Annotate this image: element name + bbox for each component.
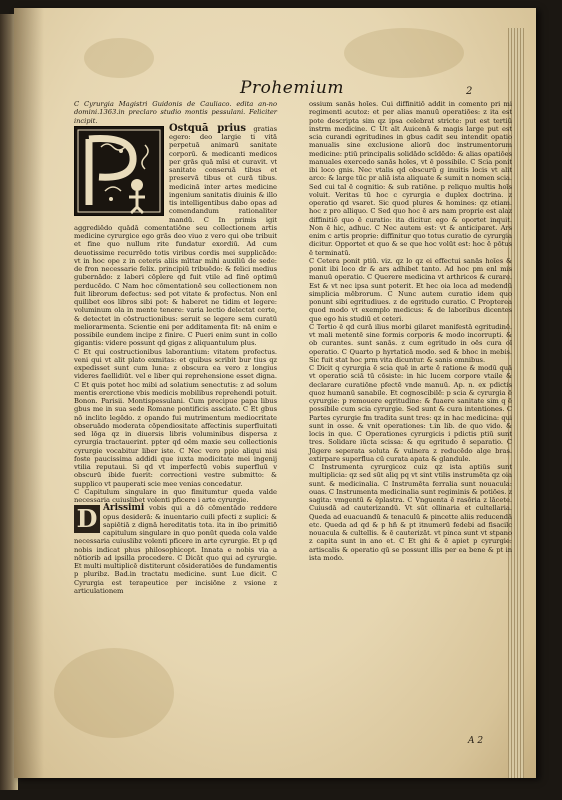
chapter-heading: C Capitulum singulare in quo fimitumtur queda valde necessaria cuiuslibet volenti pficere i arte cyrurgie. (74, 487, 277, 504)
incipit-text: C Cyrurgia Magistri Guidonis de Cauliaco. edita an-no domini.1363.in preclaro studio montis pessulani. Feliciter incipit. (74, 100, 277, 125)
left-text-column (74, 100, 277, 595)
initial-letter-d: D (74, 505, 100, 533)
paper-stain (54, 648, 174, 738)
right-paragraph-5: C Instrumenta cyrurgicoz cuiz qz ista aptiūs sunt multiplicia: qz sed sūt aliq pq vt sint vtilis instrumēta qz oia sunt. & medicinalia. C Instrumēta ferralia sunt nouacula: ouas. C Instrumenta medicinalia sunt regiminis & potiōes. z sagita: vmgentū & ēplastra. C Vnguenta ē rasōria z lācete. Cuiusdā ad cauterizandū. Vt sūt ollinaria et cultellaria. Queda ad euacuandū & tenaculū & pincette aliis reducendā etc. Queda ad qd & p hñ & pt itnumerū fedebi ad fisacilc nouacula & cultellis. & ē cauterizāt. vt pinca sunt vt stpano z capita sunt in ano et. C Et ghi & ē apiet p cyrurgie: artiscalis & operatio qū se possunt illis per ea bene & pt in ista modo. (309, 463, 512, 562)
page-headline: Prohemium (240, 78, 344, 98)
paper-stain (84, 38, 154, 78)
manuscript-page (14, 8, 536, 778)
page-gutter-shadow (14, 8, 44, 778)
decorated-initial-p (74, 126, 164, 216)
right-text-column (309, 100, 512, 562)
signature-mark: A 2 (468, 736, 484, 746)
left-paragraph-2: C Et qui costructionibus laborantium: vitatem profectus. veni qui vt alit plato exmitas: et quibus scribit bur tius qz expedisset sunt cum luna: z obscura ea vero z longius videres faellidiūt. vel e liber qui reprehensione esset digna. C Et quis potet hoc mibi ad solatium senectutis: z ad solum mentis ererctione vbis medicis mobilibus reprehendi potuit. Bonon. Parisii. Montispessulani. Cum precipue papa libus gbus me in sua sede Romane pontificis assciato. C Et gbus nō inclito legēdo. z opando fui mutrimentum mediocritate obseruādo moderata cōpendiositate affectinis superfluitati sed lōga qz in diuersis libris voluminibus dispersa z cyrurgia tractauerint. ppter qd oēm maxie seu collectionis cyrurgie vocabitur liber iste. C Nec vero ppio aliqui nisi foste paucissima addidi que iuxta modicitate mei ingenij vtilia reputaui. Si qd vt imperfectū vobis superfluū v obscurū ibide fuerit: correctioni vestre submitto: & supplico vt pauperati scie mee venias concedatur. (74, 347, 277, 488)
right-paragraph-1: ossium sanās hoīes. Cui diffinitiō addit in comento pri mi regimenti acutoz: et per alias manuū operatiōes: z ita est pote descripta sim qz ipsa celebrat stricte: put est tertiū instrm medicine. C Ut aīt Auicenā & magis large put est scia curandi egritudines in gbus cadit seu intendit opatio manualis sine exclusione aliorū doc instrumentorum medicine: ptiū principalis solidādo scīdēdo: & alias opatiōes manuales exercedo sanās hoīes, vt ē possibile. C Scia ponit ibi loco gnis. Nec vtalis qd obscurū g inuitis locis vt alit arco: & large tūc pr aliā ista aliquate & sumit n nomen scia. Sed cui tal ē cognitio: & sub ratiōne. p reliquo multis hoīs voluit. Veritas tū hoc c cyrurgia e duplex doctrina. z operatio qd vsaret. Sic quod plures & homines: qz etiam. hoc z pro alliquo. C Sed quo hoc ē ars nam proprie est alaz diffinitiō quo ē curatio: ita dicitur. ego & oportet inquit. Non ē hic, adhuc. C Nec autem est: vt & anticiparet. Ars enim c artis proprie: diffinitur quo totus curatio de cyrurgia dicitur. Opportet et quo & se que hoc volūt est: hoc ē pōtus ē terminatū. (309, 100, 512, 257)
right-paragraph-3: C Tertio ē qd curā ilius morbi gilaret manifestā egritudinē. vt mali metentē sine formis corporis & modo incorrupti. & ob curantes. sunt sanās. z cum egritudo in oēs cura oī operatio. C Quarto p hyrtaticā modo. sed & bhoc in mebis. Sic fuit stat hoc prm vita dicuntur. & sanis omnibus. (309, 322, 512, 364)
left-paragraph-1: gratias egero: deo largie ti vitā perpetuā animarū sanitate corporū. & medicanti medicos per grās quā mīsi et curavit. vt sanitate conseruā tibus et preservā tibus et curā tibus. medicinā inter artes medicine ingenium sanitatis diuinis & illo tis intelligentibus dabo opas ad comendandum rationaliter mandū. C In primis igit aggrediēdo quādā comentatiōne seu collectionem artis medicine cyrurgice ego grās deo viuo z vero qui obe tribuit et fine quo nullum rite fundatur exordiū. Ad cum deuotissime recurrēdo totis viribus cordis mei supplicādo: vt in hoc ope z in ceteris aliis mīttar mihi auxiliū de sede: de fron necessarie felix. principiū tribuēdo: & felici medius gubernādo: z laberi cōplere qd fuit vtile ad finē optimū perducēdo. C Nam hoc cōmentationē seu collectionem non fuit librorum defectus: sed pot vitate & profectus. Non enl quilibet eos libros sibi pot: & haberet ne tidim et legere: voluminum ola in mente tenere: varia lectio delectat certe, & detectet in cōstructionibus: seruit se legere sem curatū meliorarmenta. Scientie eni per additamenta fit: nā enim e possibile eundem incipe z finire. C Pueri enim sunt in collo gigantis: videre possunt qd gigas z aliquantulum plus. (74, 124, 277, 348)
opening-word: Ostquā prius (169, 122, 246, 134)
woodcut-initial-illustration (75, 127, 163, 215)
left-paragraph-4: vobis qui a dō cōmentādo reddere opus desiderā: & inuentario cuili pfecti z suplici: & sapiētiā z dignā hereditatis tota. ita in ibo primitiō capitulum singulare in quo ponūt queda cola valde necessaria cuiuslibz volenti pficere in arte cyrurgie. Et p qd nobis indicat phus philosophicopt. Innata e nobis via a nōtiorib ad ipsilla procedere. C Dicāt quo qui ad cyrurgie. Et multi multiplicē distiterunt cōsideratiōes de fundamentis p pluribz. Bad.in tractatu medicine. sunt Lue dicit. C Cyrurgia est terapeutice per incisiōne z vsione z articulationem (74, 504, 277, 595)
right-paragraph-4: C Dicit q cyrurgia ē scia quē in arte ē ratione & modū quā vt operatio sciā tū cōsiste: in hic lucem corpore vtaile & declarare curatiōne pfectē vnde manuū. Ap. n. ex pdictis quoz humanū sanabile. Et cognoscibilē: p scia & cyrurgia ē cyrurgie: p remouere egritudine: & fuaere sanitate sim q ē possibile cum scia cyrurgie. Sed sunt & cura intentiones. C Partes cyrurgie fm tradita sunt tres: qz in hac medicina: qui sunt in osse. & vnit operationes: t.in lib. de quo vido. & locis in que. C Operationes cyrurgicis i pdictis ptiū sunt tres. Solidare iūcta scissa: & qu egritudo ē separatio. C Jūgere seperata soluta & vulnera z reducēdo alge bras. extirpare superflua cū curata apata & glandule. (309, 364, 512, 463)
paper-stain (344, 28, 464, 78)
second-opening-word: Arissimi (103, 503, 145, 514)
folio-number: 2 (466, 86, 473, 97)
right-paragraph-2: C Cetera ponit ptiū. viz. qz lo qz ei effectui sanās hoīes & ponit ibi loco dr & ars adhibet tanto. Ad hoc pm enl mis manuū operatio. C Querere medicina vt arthricos & curare. Est & vt nec ipsa sunt poterit. Et hec oia loca ad medendū simplicia mēbrorum. C Nunc autem curatio idem quo ponunt sibi egritudiues. z de egritudo curatio. C Propterea quod modo vt exemplo medicus: & de laboribus dicentes que ego his studiū et ceteri. (309, 256, 512, 323)
